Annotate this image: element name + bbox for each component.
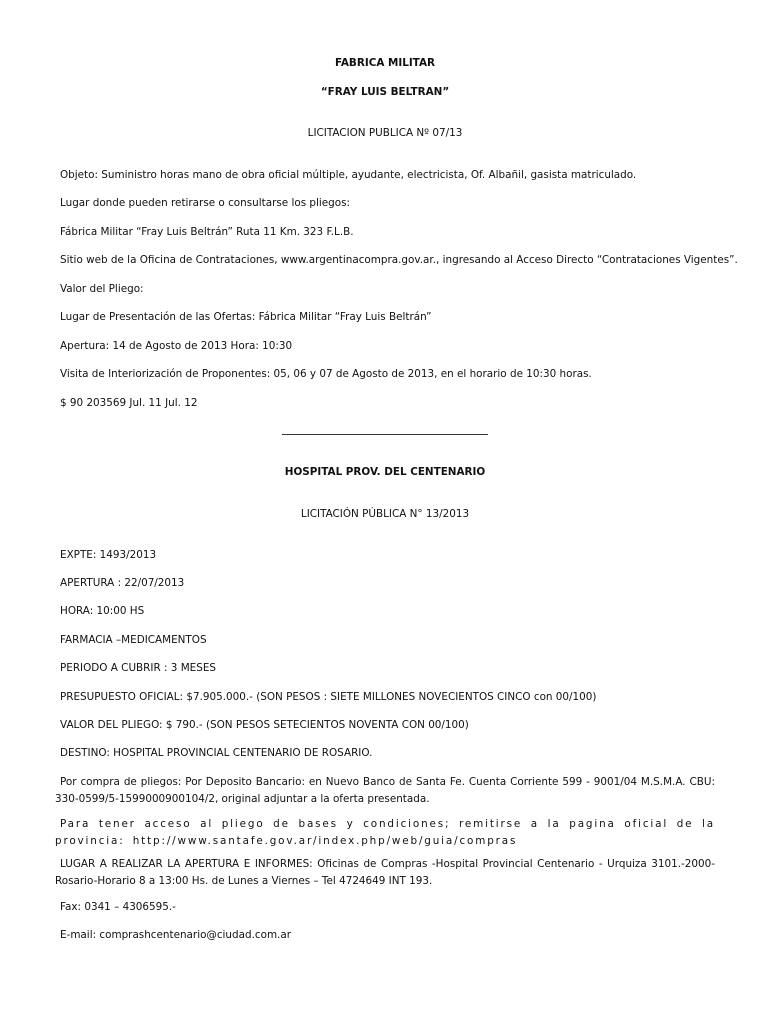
section1-direccion: Fábrica Militar “Fray Luis Beltrán” Ruta 11 Km. 323 F.L.B. xyxy=(60,226,354,238)
section1-valor-pliego: Valor del Pliego: xyxy=(60,283,144,295)
section1-codigo: $ 90 203569 Jul. 11 Jul. 12 xyxy=(60,397,198,409)
section1-sitio-web: Sitio web de la Oficina de Contrataciones, www.argentinacompra.gov.ar., ingresando al Acceso Directo “Contrataciones Vigentes”. xyxy=(60,254,738,266)
section2-licitacion: LICITACIÓN PÚBLICA N° 13/2013 xyxy=(300,508,470,520)
section2-title: HOSPITAL PROV. DEL CENTENARIO xyxy=(284,466,486,478)
section2-valor-pliego: VALOR DEL PLIEGO: $ 790.- (SON PESOS SETECIENTOS NOVENTA CON 00/100) xyxy=(60,719,469,731)
section1-objeto: Objeto: Suministro horas mano de obra oficial múltiple, ayudante, electricista, Of. Albañil, gasista matriculado. xyxy=(60,169,637,181)
section2-rubro: FARMACIA –MEDICAMENTOS xyxy=(60,634,207,646)
section2-acceso-pliego: Para tener acceso al pliego de bases y condiciones; remitirse a la pagina oficial de la provincia: http://www.santafe.gov.ar/index.php/web/guia/compras xyxy=(55,818,715,847)
section1-licitacion: LICITACION PUBLICA Nº 07/13 xyxy=(307,127,463,139)
section2-apertura: APERTURA : 22/07/2013 xyxy=(60,577,185,589)
section2-hora: HORA: 10:00 HS xyxy=(60,605,145,617)
section-divider xyxy=(282,434,488,435)
section2-lugar-apertura: LUGAR A REALIZAR LA APERTURA E INFORMES: Oficinas de Compras -Hospital Provincial Centenario - Urquiza 3101.-2000-Rosario-Horario 8 a 13:00 Hs. de Lunes a Viernes – Tel 4724649 INT 193. xyxy=(55,858,715,887)
section2-compra-pliegos: Por compra de pliegos: Por Deposito Bancario: en Nuevo Banco de Santa Fe. Cuenta Corriente 599 - 9001/04 M.S.M.A. CBU: 330-0599/5-1599000900104/2, original adjuntar a la oferta presentada. xyxy=(55,776,715,805)
section1-visita: Visita de Interiorización de Proponentes: 05, 06 y 07 de Agosto de 2013, en el horario de 10:30 horas. xyxy=(60,368,592,380)
section1-subtitle: “FRAY LUIS BELTRAN” xyxy=(320,86,450,98)
section1-lugar-presentacion: Lugar de Presentación de las Ofertas: Fábrica Militar “Fray Luis Beltrán” xyxy=(60,311,432,323)
section1-lugar-retiro: Lugar donde pueden retirarse o consultarse los pliegos: xyxy=(60,197,351,209)
section2-presupuesto: PRESUPUESTO OFICIAL: $7.905.000.- (SON PESOS : SIETE MILLONES NOVECIENTOS CINCO con 00/100) xyxy=(60,691,597,703)
section2-email: E-mail: comprashcentenario@ciudad.com.ar xyxy=(60,929,292,941)
section2-destino: DESTINO: HOSPITAL PROVINCIAL CENTENARIO DE ROSARIO. xyxy=(60,747,373,759)
section2-fax: Fax: 0341 – 4306595.- xyxy=(60,901,176,913)
section2-expte: EXPTE: 1493/2013 xyxy=(60,549,157,561)
section1-title: FABRICA MILITAR xyxy=(334,57,436,69)
section2-periodo: PERIODO A CUBRIR : 3 MESES xyxy=(60,662,216,674)
section1-apertura: Apertura: 14 de Agosto de 2013 Hora: 10:30 xyxy=(60,340,293,352)
